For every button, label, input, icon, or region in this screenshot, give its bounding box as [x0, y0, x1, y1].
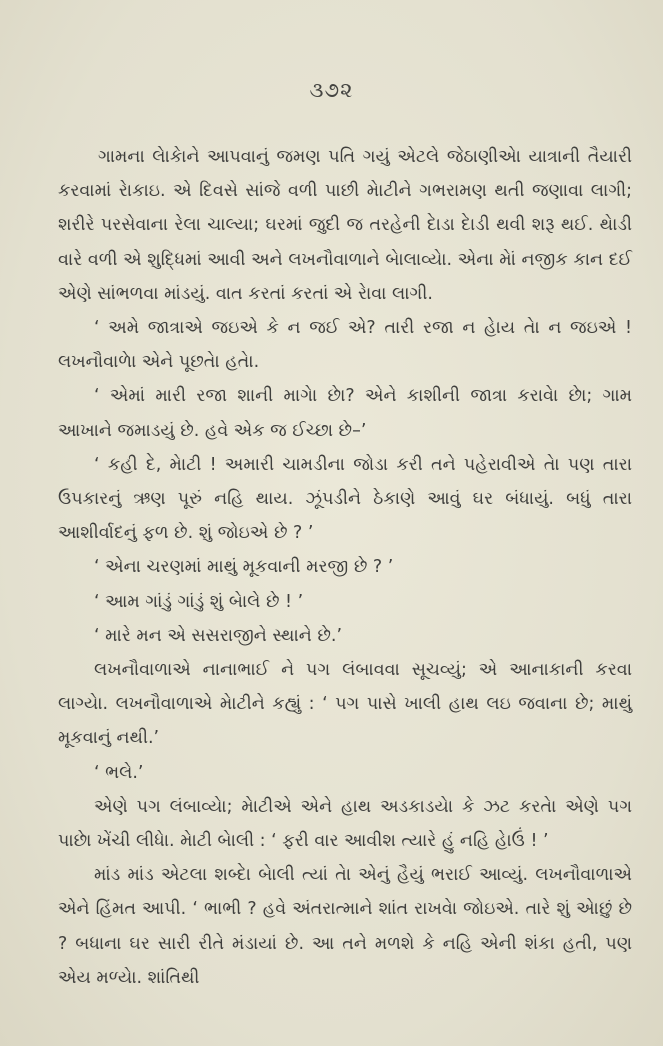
paragraph: ‘ અમે જાત્રાએ જઇએ કે ન જઈ એ? તારી રજા ન હેાય તેા ન જઇએ ! લખનૌવાળેા એને પૂછતેા હતેા.: [58, 318, 632, 373]
paragraph: ગામના લેાકેાને આપવાનું જમણ પતિ ગયું એટલે જેઠાણીએા યાત્રાની તૈયારી કરવામાં રેાકાઇ. એ દિવસે સાંજે વળી પાછી મેાટીને ગભરામણ થતી જણાવા લાગી; શરીરે પરસેવાના રેલા ચાલ્યા; ઘરમાં જુદી જ તરહેની દેાડા દેાડી થવી શરૂ થઈ. થેાડી વારે વળી એ શુદ્ધિમાં આવી અને લખનૌવાળાને બેાલાવ્યેા. એના મેાં નજીક કાન દઈ એણે સાંભળવા માંડયું. વાત કરતાં કરતાં એ રેાવા લાગી.: [58, 147, 632, 304]
paragraph: એણે પગ લંબાવ્યેા; મેાટીએ એને હાથ અડકાડયેા કે ઝટ કરતેા એણે પગ પાછેા ખેંચી લીધેા. મેાટી બેાલી : ‘ ફરી વાર આવીશ ત્યારે હું નહિ હેાઉં ! ’: [58, 796, 632, 852]
paragraph: ‘ એમાં મારી રજા શાની માગેા છેા? એને કાશીની જાત્રા કરાવેા છેા; ગામ આખાને જમાડયું છે. હવે એક જ ઈચ્છા છે–’: [58, 386, 632, 441]
paragraph: માંડ માંડ એટલા શબ્દેા બેાલી ત્યાં તેા એનું હૈયું ભરાઈ આવ્યું. લખનૌવાળાએ એને હિંમત આપી. ‘ ભાભી ? હવે અંતરાત્માને શાંત રાખવેા જોઇએ. તારે શું એાછું છે ? બધાના ઘર સારી રીતે મંડાયાં છે. આ તને મળશે કે નહિ એની શંકા હતી, પણ એય મળ્યેા. શાંતિથી: [58, 865, 632, 988]
paragraph: ‘ ભલે.’: [94, 762, 144, 783]
body-text: [58, 140, 632, 995]
paragraph: ‘ મારે મન એ સસરાજીને સ્થાને છે.’: [94, 625, 343, 646]
paragraph: લખનૌવાળાએ નાનાભાઈ ને પગ લંબાવવા સૂચવ્યું; એ આનાકાની કરવા લાગ્યેા. લખનૌવાળાએ મેાટીને કહ્યું : ‘ પગ પાસે ખાલી હાથ લઇ જવાના છે; માથું મૂકવાનું નથી.’: [58, 660, 632, 749]
paragraph: ‘ આમ ગાંડું ગાંડું શું બેાલે છે ! ’: [94, 591, 304, 612]
page-number: ૩૭૨: [309, 78, 354, 102]
paragraph: ‘ એના ચરણમાં માથું મૂકવાની મરજી છે ? ’: [94, 557, 394, 578]
paragraph: ‘ કહી દે, મેાટી ! અમારી ચામડીના જોડા કરી તને પહેરાવીએ તેા પણ તારા ઉપકારનું ઋણ પૂરું નહિ થાય. ઝૂંપડીને ઠેકાણે આવું ઘર બંધાયું. બધું તારા આશીર્વાદનું ફળ છે. શું જોઇએ છે ? ’: [58, 454, 632, 544]
